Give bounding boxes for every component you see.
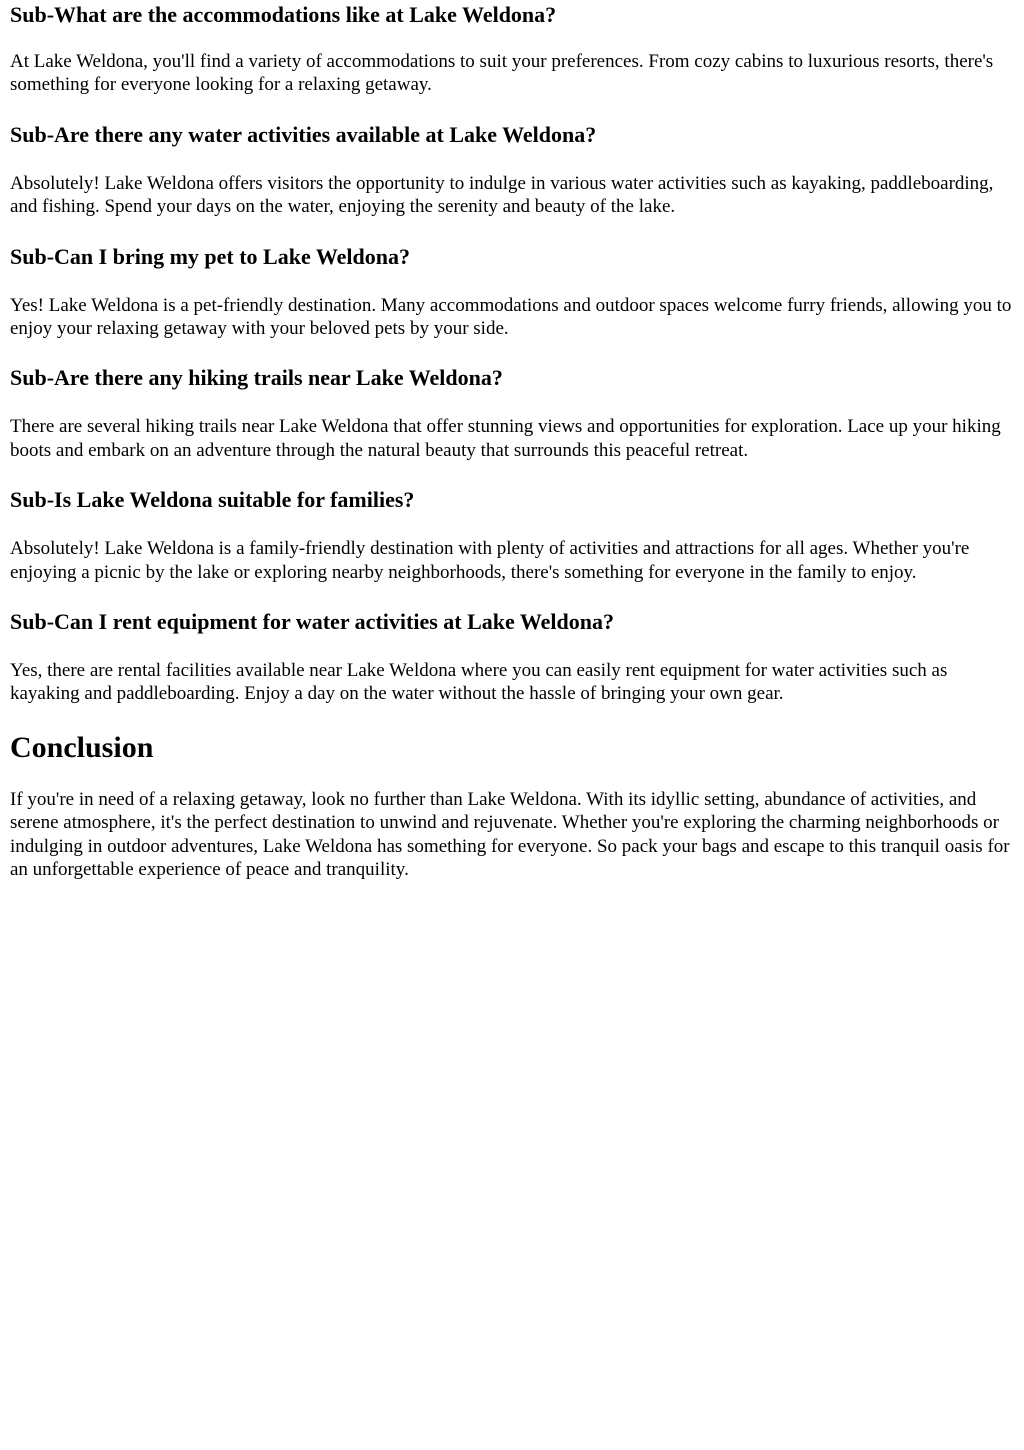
conclusion-section [10,731,1014,882]
faq-answer: Absolutely! Lake Weldona offers visitors the opportunity to indulge in various water activities such as kayaking, paddleboarding, and fishing. Spend your days on the water, enjoying the serenity and beauty of the lake. [10,172,994,218]
faq-item-accommodations [10,2,1014,97]
faq-answer: At Lake Weldona, you'll find a variety of accommodations to suit your preferences. From cozy cabins to luxurious resorts, there's something for everyone looking for a relaxing getaway. [10,51,994,96]
faq-question: Sub-Are there any hiking trails near Lake Weldona? [10,365,503,391]
faq-item-families [10,487,1014,584]
conclusion-paragraph: If you're in need of a relaxing getaway, look no further than Lake Weldona. With its idyllic setting, abundance of activities, and serene atmosphere, it's the perfect destination to unwind and rejuvenate. Whether you're exploring the charming neighborhoods or indulging in outdoor adventures, Lake Weldona has something for everyone. So pack your bags and escape to this tranquil oasis for an unforgettable experience of peace and tranquility. [10,788,1010,881]
faq-question: Sub-Is Lake Weldona suitable for families? [10,487,415,513]
faq-item-pets [10,244,1014,341]
faq-question: Sub-What are the accommodations like at Lake Weldona? [10,2,557,27]
faq-answer: Yes, there are rental facilities available near Lake Weldona where you can easily rent equipment for water activities such as kayaking and paddleboarding. Enjoy a day on the water without the hassle of bringing your own gear. [10,660,948,705]
conclusion-heading: Conclusion [10,730,154,764]
faq-item-equipment-rental [10,609,1014,706]
faq-answer: There are several hiking trails near Lake Weldona that offer stunning views and opportunities for exploration. Lace up your hiking boots and embark on an adventure through the natural beauty that surrounds this peaceful retreat. [10,416,1001,461]
faq-answer: Yes! Lake Weldona is a pet-friendly destination. Many accommodations and outdoor spaces welcome furry friends, allowing you to enjoy your relaxing getaway with your beloved pets by your side. [10,294,1012,340]
faq-item-water-activities [10,122,1014,219]
article-body [0,2,1024,882]
faq-question: Sub-Can I bring my pet to Lake Weldona? [10,243,410,269]
faq-item-hiking-trails [10,365,1014,462]
faq-question: Sub-Can I rent equipment for water activities at Lake Weldona? [10,609,615,635]
faq-question: Sub-Are there any water activities available at Lake Weldona? [10,121,597,147]
faq-answer: Absolutely! Lake Weldona is a family-friendly destination with plenty of activities and attractions for all ages. Whether you're enjoying a picnic by the lake or exploring nearby neighborhoods, there's something for everyone in the family to enjoy. [10,538,970,583]
